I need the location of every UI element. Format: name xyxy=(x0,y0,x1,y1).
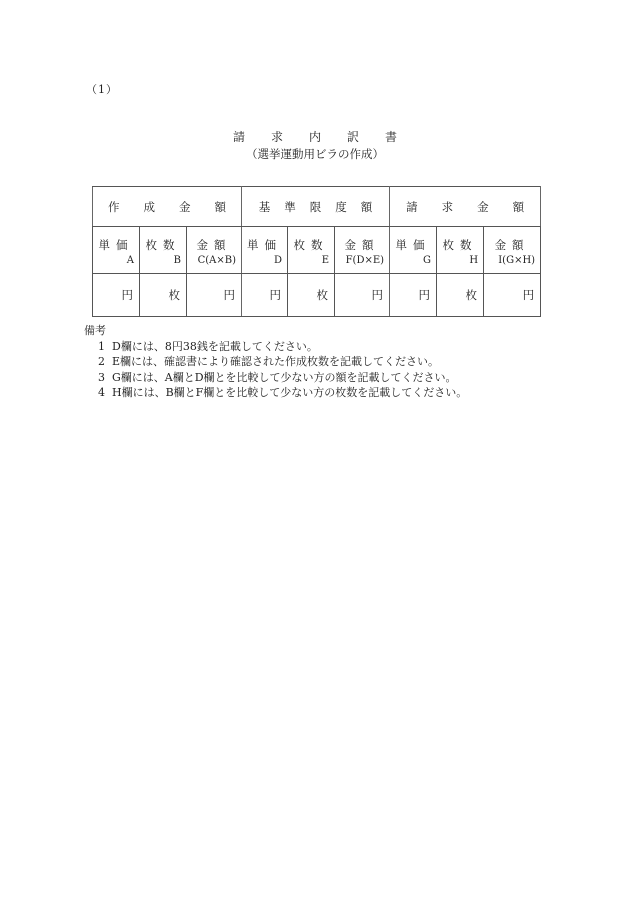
group-header-production-amount xyxy=(93,187,242,227)
document-title xyxy=(0,128,630,162)
title-char: 請 xyxy=(232,130,245,144)
column-label: 枚数 xyxy=(145,237,181,252)
title-subtitle: （選挙運動用ビラの作成） xyxy=(246,147,384,161)
note-item xyxy=(84,385,467,401)
group-char: 額 xyxy=(512,199,525,214)
group-char: 求 xyxy=(441,199,454,214)
column-code: C(A×B) xyxy=(197,254,237,266)
note-item xyxy=(84,354,467,370)
note-item xyxy=(84,339,467,355)
column-label: 単価 xyxy=(395,237,431,252)
group-char: 金 xyxy=(477,199,489,214)
column-header-i xyxy=(484,227,541,274)
column-code: A xyxy=(126,254,134,266)
title-char: 書 xyxy=(384,130,397,144)
column-code: E xyxy=(321,254,330,266)
cell-a-unit-price[interactable]: 円 xyxy=(93,274,140,317)
column-header-c xyxy=(187,227,242,274)
group-char: 額 xyxy=(360,199,373,214)
column-code: H xyxy=(469,254,479,266)
group-char: 成 xyxy=(143,199,156,214)
group-char: 度 xyxy=(335,199,347,214)
column-code: I(G×H) xyxy=(498,254,536,266)
note-number: 2 xyxy=(98,355,105,368)
column-header-a xyxy=(93,227,140,274)
column-label: 単価 xyxy=(98,237,134,252)
title-char: 訳 xyxy=(346,130,359,144)
column-label: 金額 xyxy=(344,237,380,252)
note-number: 4 xyxy=(98,386,105,399)
cell-b-quantity[interactable]: 枚 xyxy=(140,274,187,317)
cell-d-unit-price[interactable]: 円 xyxy=(242,274,288,317)
column-code: F(D×E) xyxy=(345,254,385,266)
note-number: 1 xyxy=(98,339,105,353)
column-code: B xyxy=(173,254,181,266)
group-char: 請 xyxy=(406,199,418,214)
title-main xyxy=(0,128,630,145)
column-header-f xyxy=(335,227,390,274)
column-code: G xyxy=(423,254,432,266)
column-label: 金額 xyxy=(196,237,232,252)
group-char: 額 xyxy=(214,199,227,214)
note-text: G欄には、A欄とD欄とを比較して少ない方の額を記載してください。 xyxy=(112,370,457,384)
cell-e-quantity[interactable]: 枚 xyxy=(288,274,335,317)
group-char: 基 xyxy=(258,199,271,214)
note-number: 3 xyxy=(98,370,105,384)
notes-section xyxy=(84,323,467,401)
column-header-d xyxy=(242,227,288,274)
notes-title: 備考 xyxy=(84,324,106,337)
note-text: E欄には、確認書により確認された作成枚数を記載してください。 xyxy=(112,355,440,368)
column-label: 単価 xyxy=(247,237,283,252)
column-header-g xyxy=(390,227,437,274)
cell-c-amount[interactable]: 円 xyxy=(187,274,242,317)
group-header-standard-limit xyxy=(242,187,390,227)
group-header-claim-amount xyxy=(390,187,541,227)
cell-h-quantity[interactable]: 枚 xyxy=(437,274,484,317)
column-label: 金額 xyxy=(494,237,530,252)
column-label: 枚数 xyxy=(442,237,478,252)
group-char: 限 xyxy=(309,199,322,214)
breakdown-table xyxy=(92,186,541,317)
section-number: （1） xyxy=(86,83,118,96)
group-char: 準 xyxy=(284,199,296,214)
column-header-e xyxy=(288,227,335,274)
column-header-h xyxy=(437,227,484,274)
group-char: 作 xyxy=(108,199,120,214)
note-text: D欄には、8円38銭を記載してください。 xyxy=(112,339,318,353)
column-label: 枚数 xyxy=(293,237,329,252)
title-char: 求 xyxy=(270,130,283,144)
cell-f-amount[interactable]: 円 xyxy=(335,274,390,317)
note-item xyxy=(84,370,467,386)
column-code: D xyxy=(274,254,283,266)
cell-g-unit-price[interactable]: 円 xyxy=(390,274,437,317)
group-char: 金 xyxy=(179,199,191,214)
note-text: H欄には、B欄とF欄とを比較して少ない方の枚数を記載してください。 xyxy=(112,386,468,399)
title-char: 内 xyxy=(308,130,321,144)
cell-i-amount[interactable]: 円 xyxy=(484,274,541,317)
column-header-b xyxy=(140,227,187,274)
